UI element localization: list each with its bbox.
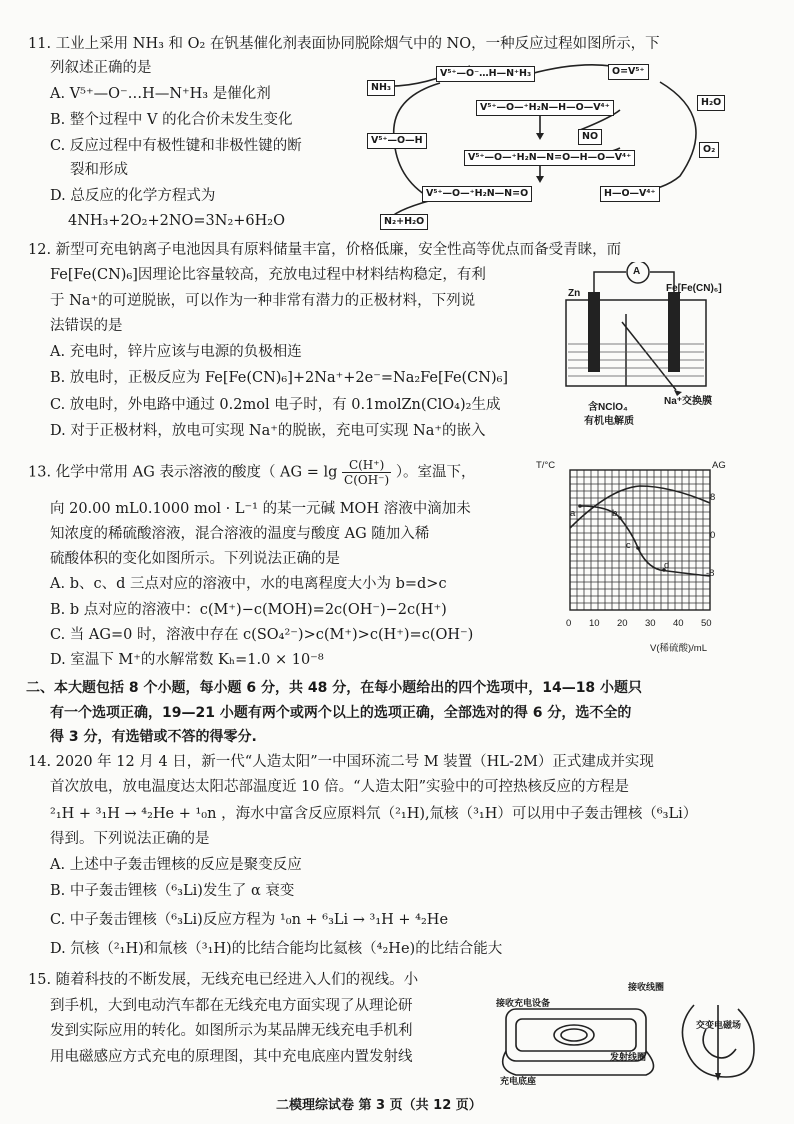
q15-receiving-coil-label: 接收线圈 bbox=[628, 982, 665, 992]
q11-bot-box: V⁵⁺—O—⁺H₂N—N=O bbox=[422, 186, 532, 202]
q11-nh3-box: NH₃ bbox=[367, 80, 395, 96]
q14-option-d: D. 氘核（²₁H)和氚核（³₁H)的比结合能均比氦核（⁴₂He)的比结合能大 bbox=[50, 941, 503, 957]
q12-battery-diagram bbox=[556, 262, 756, 422]
q11-mid1-box: V⁵⁺—O—⁺H₂N—H—O—V⁴⁺ bbox=[476, 100, 614, 116]
q13-x-tick-0: 0 bbox=[566, 618, 572, 629]
q11-option-d-line1: D. 总反应的化学方程式为 bbox=[50, 188, 216, 204]
q13-point-b: b bbox=[612, 508, 618, 519]
q11-stem-line2: 列叙述正确的是 bbox=[50, 60, 152, 76]
q13-point-a: a bbox=[570, 508, 576, 519]
q11-option-c-line2: 裂和形成 bbox=[70, 162, 128, 178]
q13-x-tick-10: 10 bbox=[589, 618, 600, 629]
q15-base-label: 充电底座 bbox=[500, 1076, 537, 1086]
q11-hov-box: H—O—V⁴⁺ bbox=[600, 186, 660, 202]
section2-line3: 得 3 分，有选错或不答的得零分. bbox=[50, 729, 257, 745]
q12-electrolyte-label-1: 含NClO₄ bbox=[588, 402, 628, 413]
q11-o2-box: O₂ bbox=[699, 142, 719, 158]
q13-option-d: D. 室温下 M⁺的水解常数 Kₕ=1.0 × 10⁻⁸ bbox=[50, 652, 324, 668]
q14-line2: 首次放电，放电温度达太阳芯部温度近 10 倍。“人造太阳”实验中的可控热核反应的方程是 bbox=[50, 779, 629, 795]
q13-stem-line1 bbox=[28, 458, 476, 487]
q15-line2: 到手机，大到电动汽车都在无线充电方面实现了从理论研 bbox=[50, 998, 413, 1014]
q11-no-box: NO bbox=[578, 129, 602, 145]
q15-line4: 用电磁感应方式充电的原理图，其中充电底座内置发射线 bbox=[50, 1049, 413, 1065]
q11-option-c-line1: C. 反应过程中有极性键和非极性键的断 bbox=[50, 138, 302, 154]
q15-line3: 发到实际应用的转化。如图所示为某品牌无线充电手机利 bbox=[50, 1023, 413, 1039]
q13-graph bbox=[560, 458, 760, 628]
q13-stem-line4: 硫酸体积的变化如图所示。下列说法正确的是 bbox=[50, 551, 340, 567]
q12-fe-label: Fe[Fe(CN)₆] bbox=[666, 283, 722, 294]
q12-option-c: C. 放电时，外电路中通过 0.2mol 电子时，有 0.1molZn(ClO₄)₂生成 bbox=[50, 397, 501, 413]
q12-meter-label: A bbox=[633, 266, 641, 277]
q12-zn-label: Zn bbox=[568, 288, 581, 299]
q11-h2o-box: H₂O bbox=[697, 95, 725, 111]
q13-option-b: B. b 点对应的溶液中：c(M⁺)−c(MOH)=2c(OH⁻)−2c(H⁺) bbox=[50, 602, 447, 618]
q11-option-a: A. V⁵⁺—O⁻…H—N⁺H₃ 是催化剂 bbox=[50, 86, 271, 102]
q13-stem-line1-b: ）。室温下， bbox=[395, 464, 476, 481]
q13-x-axis-label: V(稀硫酸)/mL bbox=[650, 643, 708, 654]
q15-transmit-coil-label: 发射线圈 bbox=[610, 1052, 647, 1062]
q12-stem-line2: Fe[Fe(CN)₆]因理论比容量较高，充放电过程中材料结构稳定，有利 bbox=[50, 267, 486, 283]
q11-stem-line1: 11. 工业上采用 NH₃ 和 O₂ 在钒基催化剂表面协同脱除烟气中的 NO，一种反应过程如图所示，下 bbox=[28, 36, 660, 52]
q11-ov-box: O=V⁵⁺ bbox=[608, 64, 649, 80]
page-footer: 二模理综试卷 第 3 页（共 12 页） bbox=[276, 1098, 482, 1113]
q13-x-tick-20: 20 bbox=[617, 618, 628, 629]
q13-option-c: C. 当 AG=0 时，溶液中存在 c(SO₄²⁻)>c(M⁺)>c(H⁺)=c(OH⁻) bbox=[50, 627, 474, 643]
q14-line3: ²₁H + ³₁H → ⁴₂He + ¹₀n ，海水中富含反应原料氘（²₁H),氚核（³₁H）可以用中子轰击锂核（⁶₃Li） bbox=[50, 806, 698, 822]
q13-right-tick-minus8: -8 bbox=[706, 568, 715, 579]
q12-stem-line4: 法错误的是 bbox=[50, 318, 123, 334]
q12-option-d: D. 对于正极材料，放电可实现 Na⁺的脱嵌，充电可实现 Na⁺的嵌入 bbox=[50, 423, 486, 439]
q11-voh-box: V⁵⁺—O—H bbox=[367, 133, 427, 149]
q12-stem-line3: 于 Na⁺的可逆脱嵌，可以作为一种非常有潜力的正极材料，下列说 bbox=[50, 293, 476, 309]
q13-stem-line2: 向 20.00 mL0.1000 mol · L⁻¹ 的某一元碱 MOH 溶液中滴加未 bbox=[50, 501, 471, 517]
q11-option-b: B. 整个过程中 V 的化合价未发生变化 bbox=[50, 112, 293, 128]
q11-n2h2o-box: N₂+H₂O bbox=[380, 214, 428, 230]
q13-x-tick-30: 30 bbox=[645, 618, 656, 629]
q12-electrolyte-label-2: 有机电解质 bbox=[584, 416, 634, 427]
q13-right-tick-8: 8 bbox=[710, 492, 716, 503]
q13-option-a: A. b、c、d 三点对应的溶液中，水的电离程度大小为 b=d>c bbox=[50, 576, 447, 592]
q13-point-d: d bbox=[664, 560, 670, 571]
q13-yright-label: AG bbox=[712, 460, 726, 471]
q12-option-a: A. 充电时，锌片应该与电源的负极相连 bbox=[50, 344, 302, 360]
q11-top-species-box: V⁵⁺—O⁻…H—N⁺H₃ bbox=[436, 66, 535, 82]
q12-option-b: B. 放电时，正极反应为 Fe[Fe(CN)₆]+2Na⁺+2e⁻=Na₂Fe[Fe(CN)₆] bbox=[50, 370, 509, 386]
q15-receiving-device-label: 接收充电设备 bbox=[496, 998, 551, 1008]
q12-stem-line1: 12. 新型可充电钠离子电池因具有原料储量丰富，价格低廉，安全性高等优点而备受青睐，而 bbox=[28, 242, 622, 258]
q15-ac-field-label: 交变电磁场 bbox=[696, 1020, 742, 1030]
q13-ag-fraction bbox=[342, 458, 391, 487]
q13-right-tick-0: 0 bbox=[710, 530, 716, 541]
q14-option-a: A. 上述中子轰击锂核的反应是聚变反应 bbox=[50, 857, 302, 873]
q13-yleft-label: T/°C bbox=[536, 460, 556, 471]
q14-line4: 得到。下列说法正确的是 bbox=[50, 831, 210, 847]
q14-option-b: B. 中子轰击锂核（⁶₃Li)发生了 α 衰变 bbox=[50, 883, 295, 899]
section2-line2: 有一个选项正确，19—21 小题有两个或两个以上的选项正确，全部选对的得 6 分，选不全的 bbox=[50, 705, 632, 721]
q13-point-c: c bbox=[626, 540, 631, 551]
q13-x-tick-40: 40 bbox=[673, 618, 684, 629]
q15-line1: 15. 随着科技的不断发展，无线充电已经进入人们的视线。小 bbox=[28, 972, 419, 988]
q13-ag-numerator: C(H⁺) bbox=[342, 458, 391, 473]
section2-line1: 二、本大题包括 8 个小题，每小题 6 分，共 48 分，在每小题给出的四个选项中，14—18 小题只 bbox=[26, 680, 643, 696]
q13-ag-denominator: C(OH⁻) bbox=[344, 473, 390, 487]
q12-membrane-label: Na⁺交换膜 bbox=[664, 396, 713, 407]
q13-stem-line3: 知浓度的稀硫酸溶液，混合溶液的温度与酸度 AG 随加入稀 bbox=[50, 526, 430, 542]
q13-stem-line1-a: 13. 化学中常用 AG 表示溶液的酸度（ AG = lg bbox=[28, 464, 338, 481]
q13-x-tick-50: 50 bbox=[701, 618, 712, 629]
q11-option-d-line2: 4NH₃+2O₂+2NO=3N₂+6H₂O bbox=[68, 213, 285, 229]
q14-line1: 14. 2020 年 12 月 4 日，新一代“人造太阳”一中国环流二号 M 装置（HL-2M）正式建成并实现 bbox=[28, 754, 654, 770]
q11-mid2-box: V⁵⁺—O—⁺H₂N—N=O—H—O—V⁴⁺ bbox=[464, 150, 635, 166]
q14-option-c: C. 中子轰击锂核（⁶₃Li)反应方程为 ¹₀n + ⁶₃Li → ³₁H + ⁴₂He bbox=[50, 912, 449, 928]
